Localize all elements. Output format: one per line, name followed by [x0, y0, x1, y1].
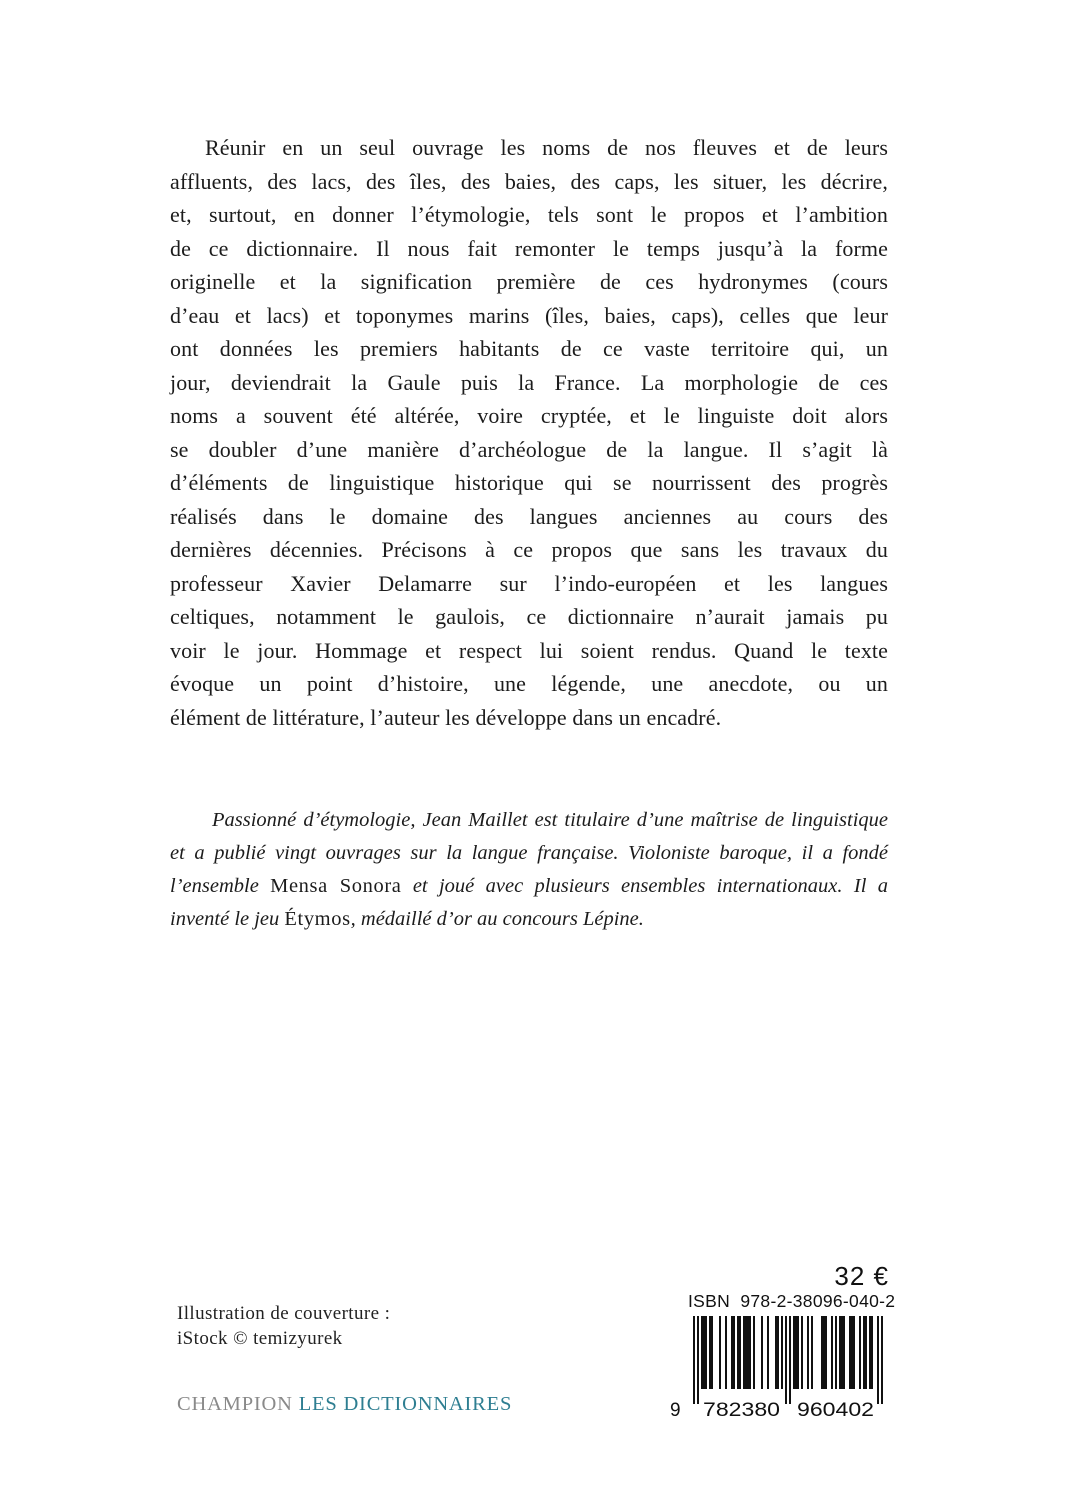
description-line: dernières décennies. Précisons à ce propos que sans les travaux du	[170, 537, 888, 562]
price-label: 32 €	[834, 1261, 889, 1291]
description-line: affluents, des lacs, des îles, des baies, des caps, les situer, les décrire,	[170, 168, 888, 194]
description-line: jour, deviendrait la Gaule puis la France. La morphologie de ces	[170, 369, 888, 395]
isbn-label: ISBN 978-2-38096-040-2	[688, 1291, 896, 1311]
description-line: et, surtout, en donner l’étymologie, tels sont le propos et l’ambition	[170, 202, 888, 227]
description-line: réalisés dans le domaine des langues anciennes au cours des	[170, 503, 888, 529]
description-line: Réunir en un seul ouvrage les noms de nos fleuves et de leurs	[205, 135, 888, 160]
svg-text:782380: 782380	[703, 1400, 780, 1418]
author-bio-line: Passionné d’étymologie, Jean Maillet est titulaire d’une maîtrise de linguistique	[212, 809, 888, 831]
collection-name: LES DICTIONNAIRES	[298, 1393, 513, 1415]
description-line: d’éléments de linguistique historique qui se nourrissent des progrès	[170, 470, 888, 495]
author-bio-line: inventé le jeu Étymos, médaillé d’or au concours Lépine.	[170, 908, 644, 930]
description-line: voir le jour. Hommage et respect lui soient rendus. Quand le texte	[170, 637, 888, 663]
description-line: évoque un point d’histoire, une légende, une anecdote, ou un	[170, 671, 888, 696]
description-line: noms a souvent été altérée, voire cryptée, et le linguiste doit alors	[170, 403, 888, 428]
book-description	[170, 131, 888, 734]
author-bio	[170, 804, 888, 936]
cover-credit	[177, 1301, 390, 1351]
ean-barcode	[668, 1316, 884, 1418]
description-line: se doubler d’une manière d’archéologue de la langue. Il s’agit là	[170, 436, 888, 462]
publisher-name: CHAMPION	[177, 1393, 293, 1415]
cover-credit-line: Illustration de couverture :	[177, 1303, 391, 1324]
description-line: originelle et la signification première de ces hydronymes (cours	[170, 269, 888, 294]
description-line: ont données les premiers habitants de ce vaste territoire qui, un	[170, 336, 888, 361]
description-line: celtiques, notamment le gaulois, ce dictionnaire n’aurait jamais pu	[170, 604, 888, 629]
svg-text:9: 9	[670, 1400, 681, 1418]
description-line: professeur Xavier Delamarre sur l’indo-européen et les langues	[170, 570, 888, 596]
svg-text:960402: 960402	[797, 1400, 874, 1418]
author-bio-line: l’ensemble Mensa Sonora et joué avec plusieurs ensembles internationaux. Il a	[170, 875, 888, 897]
description-line: d’eau et lacs) et toponymes marins (îles, baies, caps), celles que leur	[170, 302, 888, 328]
author-bio-line: et a publié vingt ouvrages sur la langue française. Violoniste baroque, il a fondé	[170, 842, 888, 864]
cover-credit-line: iStock © temizyurek	[177, 1328, 343, 1349]
description-line: de ce dictionnaire. Il nous fait remonter le temps jusqu’à la forme	[170, 235, 888, 261]
description-line: élément de littérature, l’auteur les développe dans un encadré.	[170, 704, 722, 730]
publisher-imprint	[177, 1393, 512, 1416]
